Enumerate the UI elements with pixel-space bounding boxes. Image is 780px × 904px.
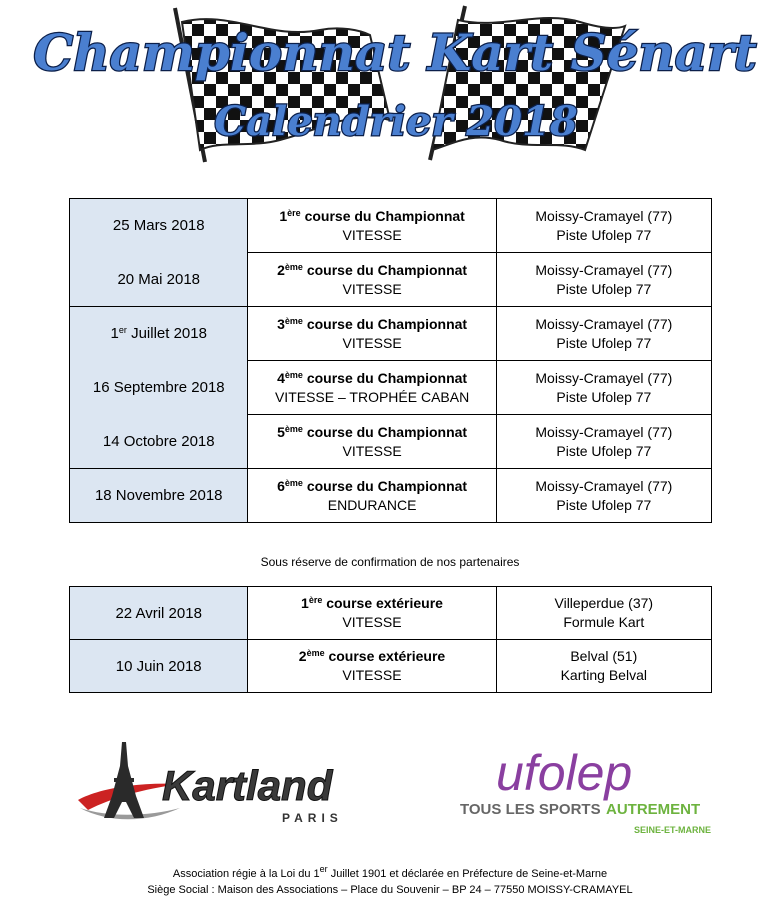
table-row	[70, 415, 712, 469]
event-cell: 6ème course du Championnat ENDURANCE	[248, 469, 496, 523]
event-cell: 5ème course du Championnat VITESSE	[248, 415, 496, 469]
footer-legal-line: Association régie à la Loi du 1er Juillet 1901 et déclarée en Préfecture de Seine-et-Marne	[172, 864, 608, 880]
location-cell: Villeperdue (37) Formule Kart	[496, 587, 711, 640]
location-cell: Moissy-Cramayel (77) Piste Ufolep 77	[496, 307, 711, 361]
svg-text:TOUS LES SPORTS: TOUS LES SPORTS	[460, 801, 601, 818]
footer	[0, 866, 780, 898]
location-cell: Moissy-Cramayel (77) Piste Ufolep 77	[496, 253, 711, 307]
svg-text:PARIS: PARIS	[282, 811, 343, 825]
date-cell: 25 Mars 2018	[70, 199, 248, 253]
location-cell: Belval (51) Karting Belval	[496, 640, 711, 693]
table-row	[70, 307, 712, 361]
header-banner	[0, 0, 780, 180]
table-row	[70, 469, 712, 523]
table-row	[70, 587, 712, 640]
table-row	[70, 640, 712, 693]
date-cell: 14 Octobre 2018	[70, 415, 248, 469]
date-cell: 1er Juillet 2018	[70, 307, 248, 361]
table-row	[70, 253, 712, 307]
ufolep-logo	[458, 742, 716, 838]
location-cell: Moissy-Cramayel (77) Piste Ufolep 77	[496, 199, 711, 253]
footer-address-line: Siège Social : Maison des Associations – Place du Souvenir – BP 24 – 77550 MOISSY-CRAMAYEL	[147, 884, 633, 896]
eiffel-tower-icon	[70, 738, 360, 828]
svg-text:Kartland: Kartland	[162, 762, 333, 809]
external-races-table	[69, 586, 712, 693]
svg-text:AUTREMENT: AUTREMENT	[606, 801, 701, 818]
table-row	[70, 361, 712, 415]
subtitle: Calendrier 2018	[214, 98, 578, 145]
date-cell: 10 Juin 2018	[70, 640, 248, 693]
table-row	[70, 199, 712, 253]
event-cell: 1ère course du Championnat VITESSE	[248, 199, 496, 253]
event-cell: 4ème course du Championnat VITESSE – TROPHÉE CABAN	[248, 361, 496, 415]
event-cell: 1ère course extérieure VITESSE	[248, 587, 496, 640]
confirmation-note: Sous réserve de confirmation de nos partenaires	[260, 555, 520, 569]
date-cell: 22 Avril 2018	[70, 587, 248, 640]
location-cell: Moissy-Cramayel (77) Piste Ufolep 77	[496, 469, 711, 523]
event-cell: 3ème course du Championnat VITESSE	[248, 307, 496, 361]
event-cell: 2ème course extérieure VITESSE	[248, 640, 496, 693]
ufolep-wordmark: ufolep	[496, 745, 633, 801]
date-cell: 20 Mai 2018	[70, 253, 248, 307]
date-cell: 18 Novembre 2018	[70, 469, 248, 523]
date-cell: 16 Septembre 2018	[70, 361, 248, 415]
championship-schedule-table	[69, 198, 712, 523]
main-title: Championnat Kart Sénart	[33, 23, 757, 82]
checkered-flags-illustration	[0, 0, 780, 180]
location-cell: Moissy-Cramayel (77) Piste Ufolep 77	[496, 361, 711, 415]
kartland-logo	[70, 738, 360, 828]
event-cell: 2ème course du Championnat VITESSE	[248, 253, 496, 307]
location-cell: Moissy-Cramayel (77) Piste Ufolep 77	[496, 415, 711, 469]
svg-text:SEINE-ET-MARNE: SEINE-ET-MARNE	[634, 825, 712, 835]
